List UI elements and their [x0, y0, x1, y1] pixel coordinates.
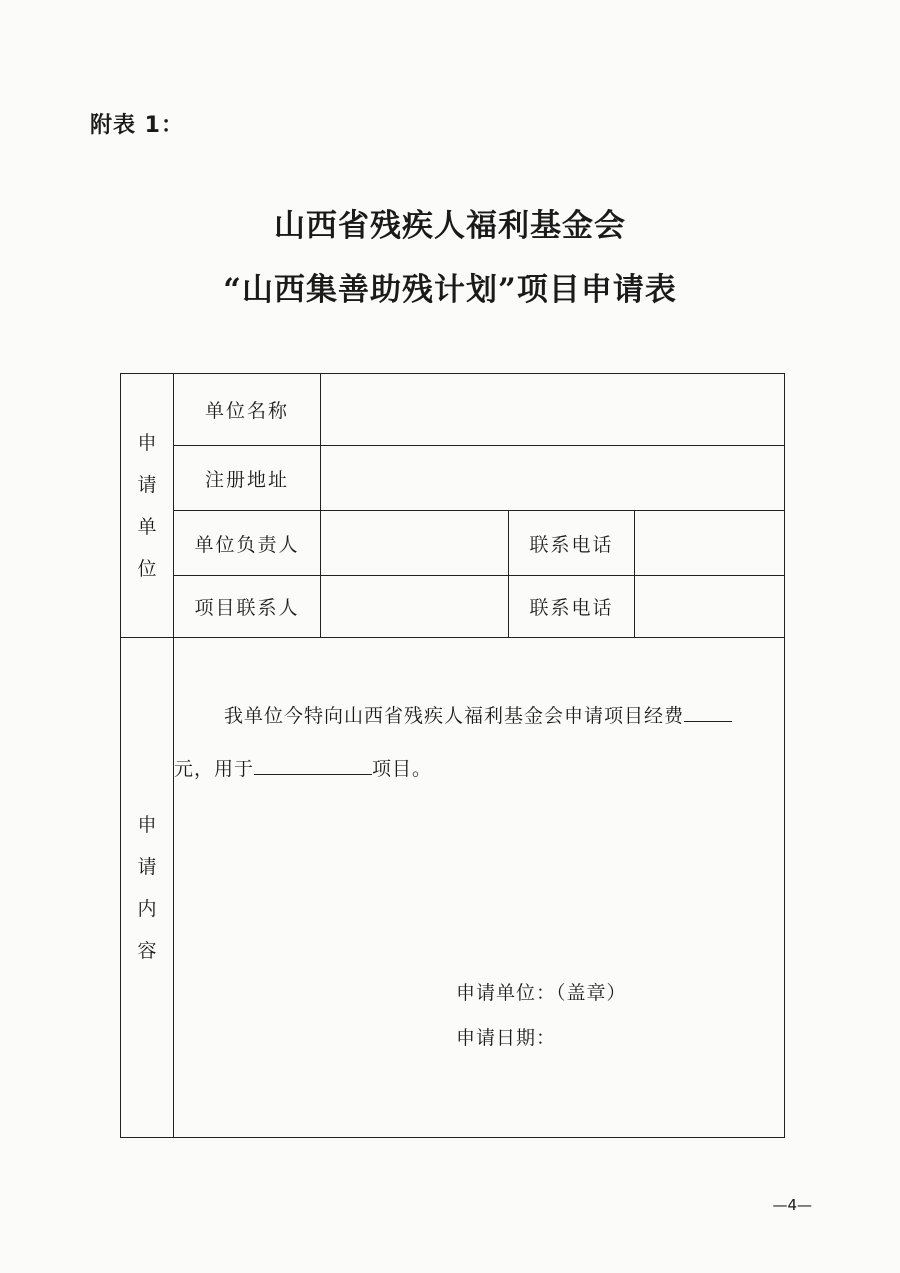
unit-head-field[interactable] [321, 511, 509, 576]
sign-unit-label: 申请单位：（盖章） [456, 982, 627, 1004]
amount-blank[interactable] [684, 699, 732, 722]
application-statement [174, 690, 774, 796]
phone2-label: 联系电话 [509, 576, 635, 638]
unit-name-field[interactable] [321, 374, 785, 446]
statement-line1: 我单位今特向山西省残疾人福利基金会申请项目经费 [224, 705, 685, 727]
project-contact-label: 项目联系人 [174, 576, 321, 638]
applicant-section-label: 申 请 单 位 [121, 374, 174, 638]
phone1-field[interactable] [635, 511, 785, 576]
content-section-label: 申 请 内 容 [121, 638, 174, 1138]
unit-name-label: 单位名称 [174, 374, 321, 446]
document-title: 山西省残疾人福利基金会 [274, 208, 626, 244]
phone2-field[interactable] [635, 576, 785, 638]
application-form [120, 373, 785, 1138]
document-subtitle: “山西集善助残计划”项目申请表 [223, 272, 677, 308]
registered-address-label: 注册地址 [174, 446, 321, 511]
purpose-blank[interactable] [254, 752, 372, 775]
phone1-label: 联系电话 [509, 511, 635, 576]
attachment-label: 附表 1： [90, 113, 184, 138]
sign-date-label: 申请日期： [456, 1027, 557, 1049]
project-contact-field[interactable] [321, 576, 509, 638]
page-number: —4— [772, 1196, 812, 1214]
statement-line2-prefix: 元，用于 [174, 758, 255, 780]
statement-line2-suffix: 项目。 [372, 758, 433, 780]
application-content-field[interactable] [174, 638, 785, 1138]
registered-address-field[interactable] [321, 446, 785, 511]
unit-head-label: 单位负责人 [174, 511, 321, 576]
